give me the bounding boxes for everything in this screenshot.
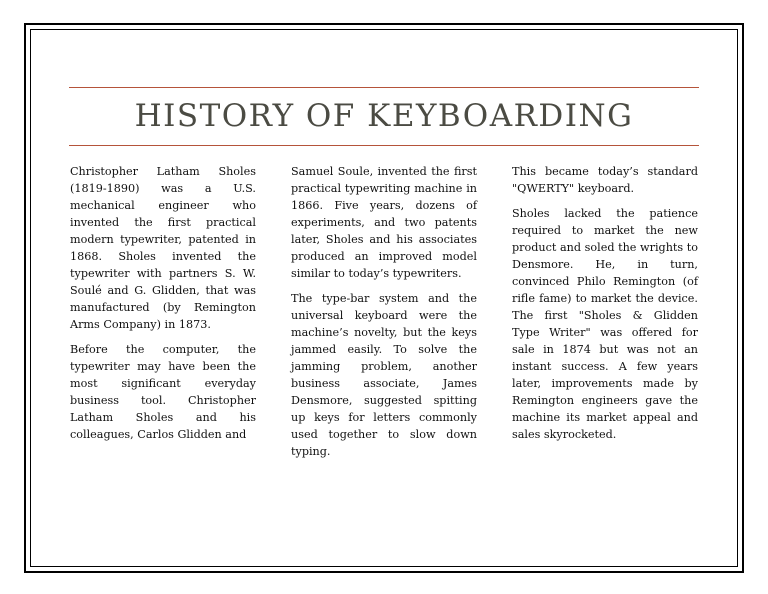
paragraph: Samuel Soule, invented the first practical typewriting machine in 1866. Five years, dozens of experiments, and two patents later, Sholes and his associates produced an improved model similar to today’s typewriters. (291, 165, 477, 280)
paragraph: Before the computer, the typewriter may have been the most significant everyday business tool. Christopher Latham Sholes and his colleagues, Carlos Glidden and (70, 343, 256, 441)
paragraph: Christopher Latham Sholes (1819-1890) was a U.S. mechanical engineer who invented the first practical modern typewriter, patented in 1868. Sholes invented the typewriter with partners S. W. Soulé and G. Glidden, that was manufactured (by Remington Arms Company) in 1873. (70, 165, 256, 331)
title-rule-bottom (69, 145, 699, 146)
title-rule-top (69, 87, 699, 88)
text-column-1 (70, 163, 256, 451)
paragraph: This became today’s standard "QWERTY" keyboard. (512, 165, 698, 195)
page-title: HISTORY OF KEYBOARDING (134, 98, 634, 134)
text-column-2 (291, 163, 477, 468)
paragraph: Sholes lacked the patience required to market the new product and soled the wrights to Densmore. He, in turn, convinced Philo Remington (of rifle fame) to market the device. The first "Sholes & Glidden Type Writer" was offered for sale in 1874 but was not an instant success. A few years later, improvements made by Remington engineers gave the machine its market appeal and sales skyrocketed. (512, 207, 698, 441)
paragraph: The type-bar system and the universal keyboard were the machine’s novelty, but the keys jammed easily. To solve the jamming problem, another business associate, James Densmore, suggested spitting up keys for letters commonly used together to slow down typing. (291, 292, 477, 458)
text-column-3 (512, 163, 698, 451)
